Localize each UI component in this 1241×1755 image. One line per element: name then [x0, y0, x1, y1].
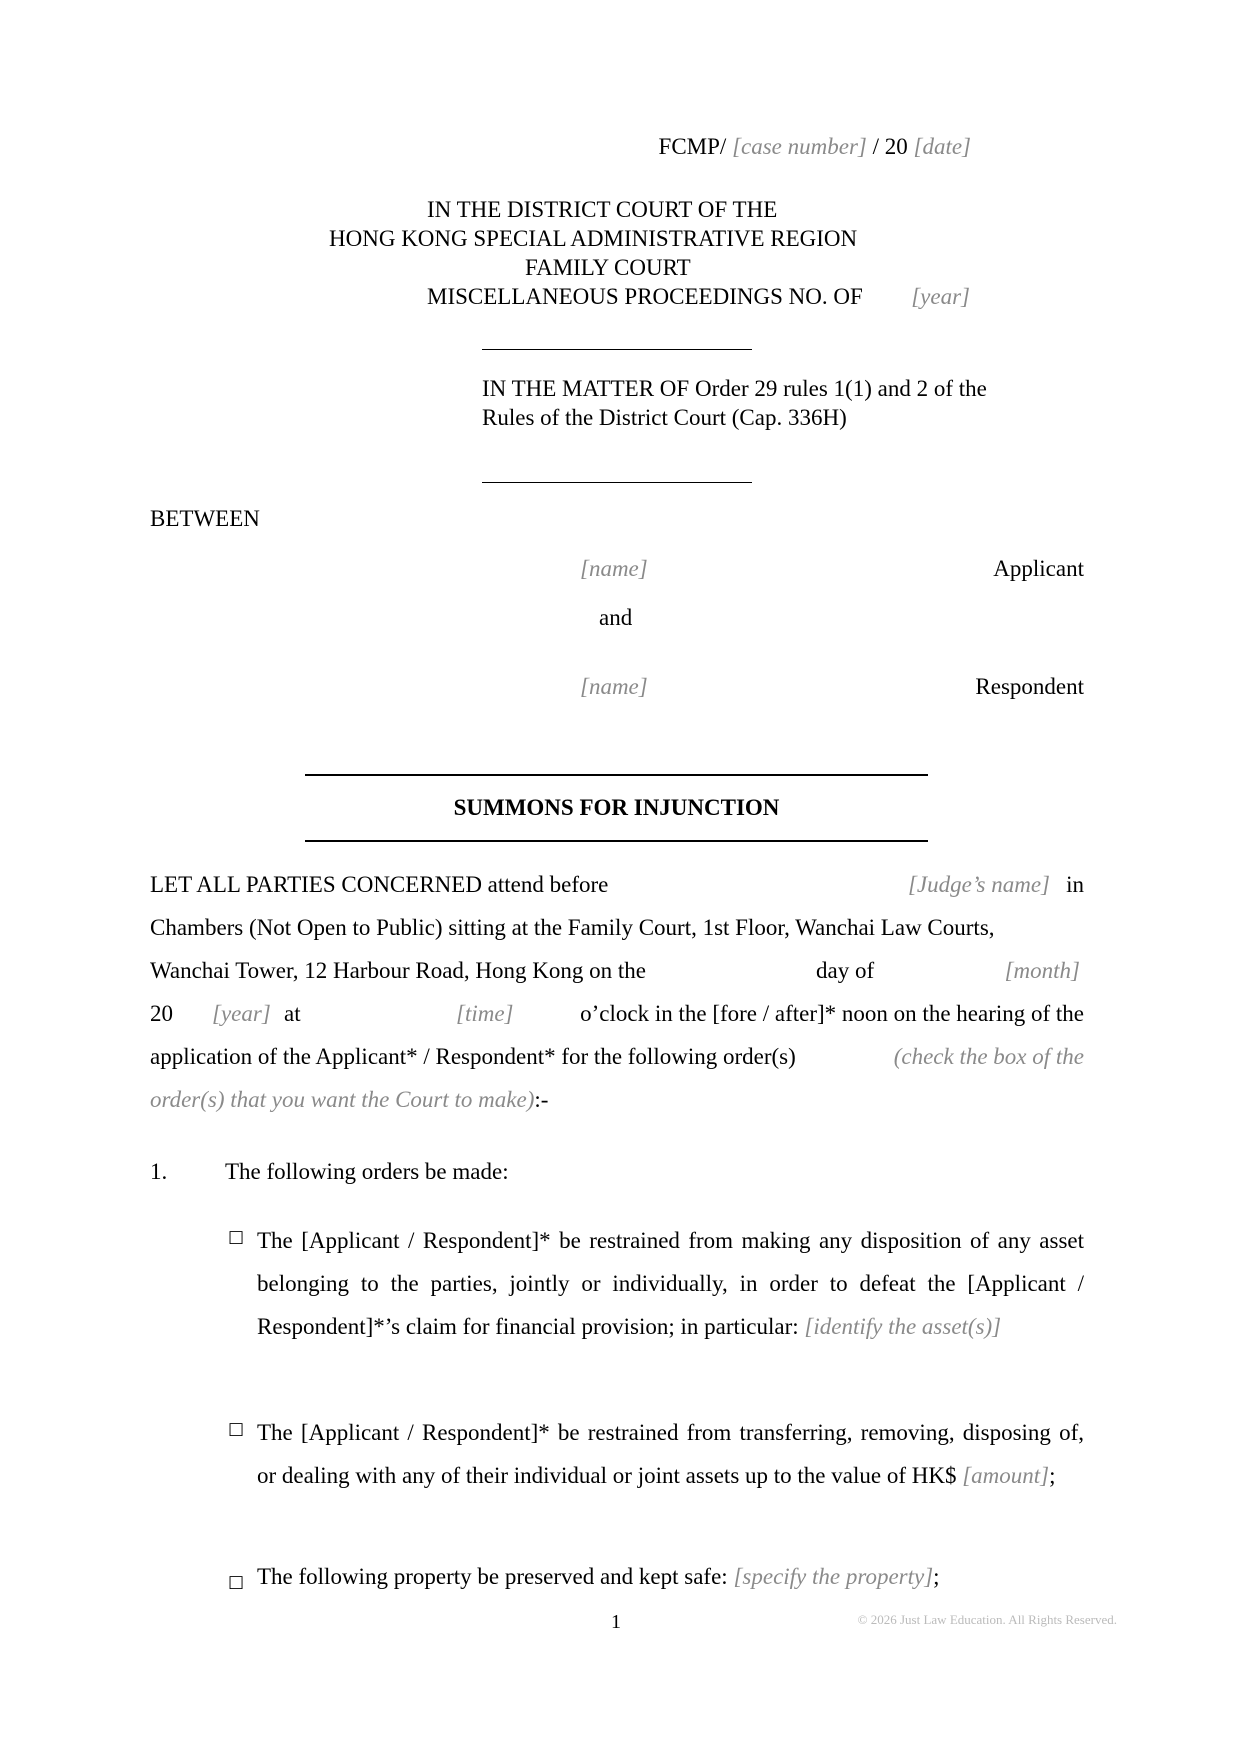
court-line-3: FAMILY COURT	[525, 255, 691, 280]
body-text: at	[284, 1001, 301, 1026]
respondent-label: Respondent	[975, 674, 1084, 699]
order-2-body: The [Applicant / Respondent]* be restrained from transferring, removing, disposing of, or dealing with any of their individual or joint assets up to the value of HK$	[257, 1420, 1084, 1488]
matter-line-1: IN THE MATTER OF Order 29 rules 1(1) and 2 of the	[482, 376, 987, 401]
body-text: :-	[534, 1087, 549, 1112]
respondent-name-placeholder: [name]	[580, 674, 648, 699]
order-3-body: The following property be preserved and kept safe:	[257, 1564, 728, 1589]
matter-line-2: Rules of the District Court (Cap. 336H)	[482, 405, 847, 430]
order-2-text	[257, 1411, 1084, 1497]
court-line-4: MISCELLANEOUS PROCEEDINGS NO. OF	[427, 284, 863, 309]
body-text: application of the Applicant* / Respondent* for the following order(s)	[150, 1044, 796, 1069]
court-year-placeholder: [year]	[911, 284, 970, 309]
year-placeholder: [year]	[212, 1001, 271, 1026]
applicant-name-placeholder: [name]	[580, 556, 648, 581]
order-3-text	[257, 1564, 940, 1590]
order-2-end: ;	[1049, 1463, 1056, 1488]
check-instruction-placeholder-cont: order(s) that you want the Court to make)	[150, 1087, 535, 1112]
case-number-placeholder: [case number]	[732, 134, 867, 159]
body-text: Wanchai Tower, 12 Harbour Road, Hong Kong on the	[150, 958, 646, 983]
body-text: 20	[150, 1001, 173, 1026]
body-line-3	[150, 958, 1084, 984]
page-number: 1	[611, 1611, 621, 1633]
body-text: day of	[816, 958, 875, 983]
body-line-2: Chambers (Not Open to Public) sitting at the Family Court, 1st Floor, Wanchai Law Courts,	[150, 915, 995, 940]
body-text: in	[1066, 872, 1084, 897]
body-line-6	[150, 1087, 548, 1113]
case-reference	[659, 134, 971, 160]
judge-name-placeholder: [Judge’s name]	[907, 872, 1050, 897]
order-number: 1.	[150, 1159, 168, 1184]
body-line-5	[150, 1044, 1084, 1070]
title-rule-bottom	[305, 840, 928, 842]
case-ref-mid: / 20	[872, 134, 908, 159]
court-line-1: IN THE DISTRICT COURT OF THE	[427, 197, 778, 222]
date-placeholder: [date]	[913, 134, 971, 159]
month-placeholder: [month]	[1004, 958, 1080, 983]
body-text: LET ALL PARTIES CONCERNED attend before	[150, 872, 609, 897]
order-1-text	[257, 1219, 1084, 1348]
document-title: SUMMONS FOR INJUNCTION	[453, 795, 780, 820]
body-text: o’clock in the [fore / after]* noon on the hearing of the	[580, 1001, 1084, 1026]
identify-assets-placeholder: [identify the asset(s)]	[804, 1314, 1002, 1339]
body-line-4	[150, 1001, 1084, 1027]
specify-property-placeholder: [specify the property]	[733, 1564, 934, 1589]
time-placeholder: [time]	[456, 1001, 514, 1026]
divider-top	[482, 349, 752, 350]
order-1-body: The [Applicant / Respondent]* be restrained from making any disposition of any asset belonging to the parties, jointly or individually, in order to defeat the [Applicant / Respondent]*’s claim for financial provision; in particular:	[257, 1228, 1084, 1339]
case-ref-prefix: FCMP/	[658, 134, 727, 159]
order-2-checkbox[interactable]: □	[228, 1419, 245, 1439]
body-line-1	[150, 872, 1084, 898]
copyright-notice: © 2026 Just Law Education. All Rights Reserved.	[857, 1612, 1117, 1627]
order-3-checkbox[interactable]: □	[228, 1572, 245, 1592]
and-label: and	[599, 605, 633, 630]
order-1-checkbox[interactable]: □	[228, 1227, 245, 1247]
amount-placeholder: [amount]	[962, 1463, 1050, 1488]
applicant-label: Applicant	[993, 556, 1084, 581]
orders-intro: The following orders be made:	[225, 1159, 509, 1184]
title-rule-top	[305, 774, 928, 776]
between-label: BETWEEN	[150, 506, 260, 531]
check-instruction-placeholder: (check the box of the	[893, 1044, 1084, 1069]
order-3-end: ;	[933, 1564, 940, 1589]
divider-middle	[482, 482, 752, 483]
court-line-2: HONG KONG SPECIAL ADMINISTRATIVE REGION	[329, 226, 858, 251]
